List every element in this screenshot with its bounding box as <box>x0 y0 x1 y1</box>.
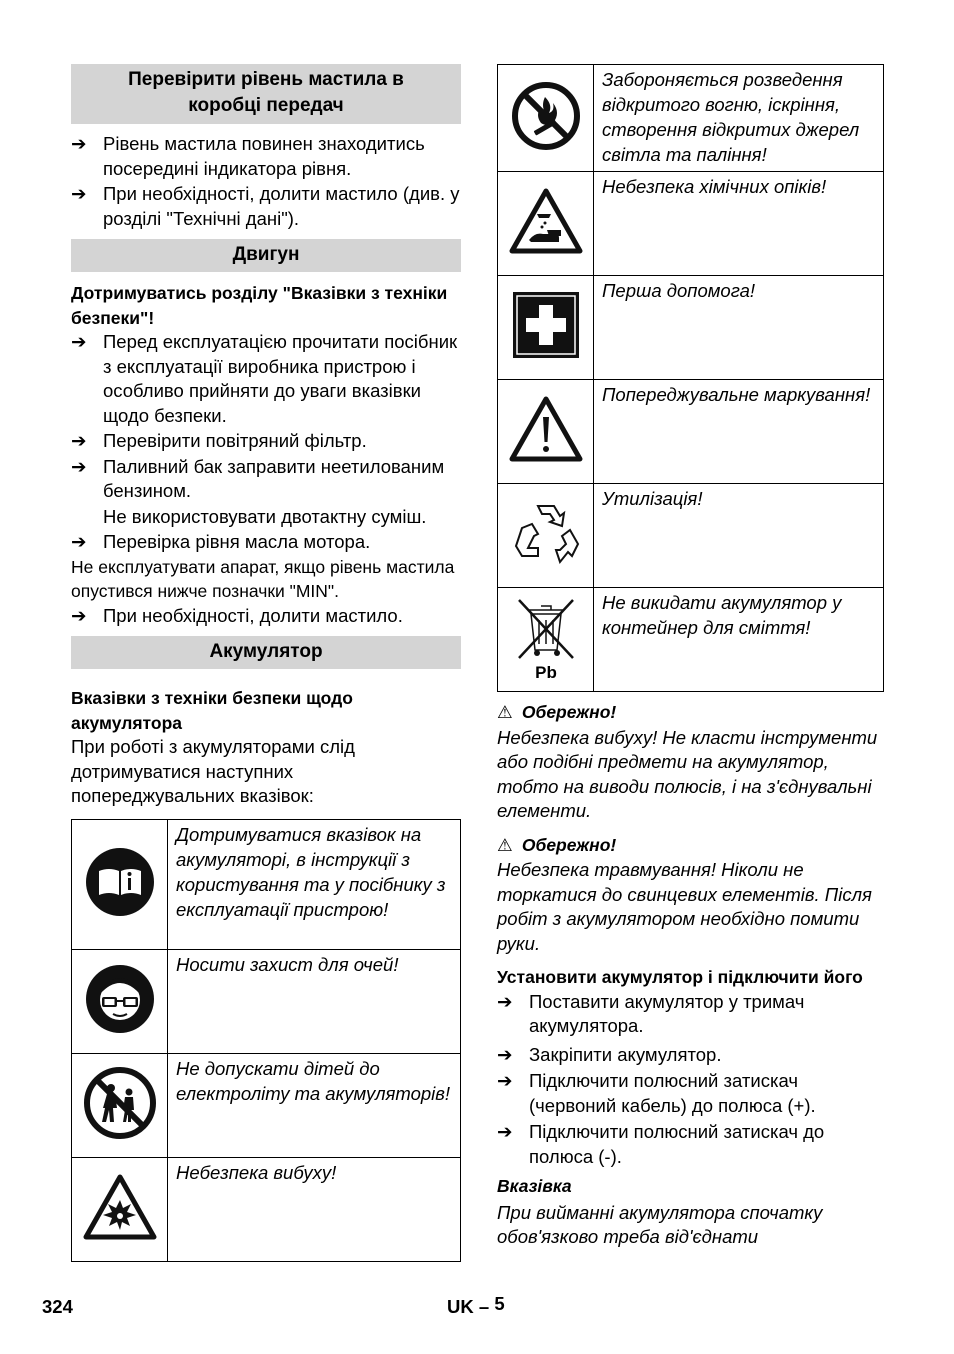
engine-oil-note: Не експлуатувати апарат, якщо рівень мастила опустився нижче позначки "MIN". <box>71 556 455 601</box>
arrow-icon: ➔ <box>497 1070 513 1091</box>
section-title-engine: Двигун <box>71 239 461 272</box>
pb-label: Pb <box>534 663 557 682</box>
battery-safety-intro: При роботі з акумуляторами слід дотримуватися наступних попереджувальних вказівок: <box>71 736 355 806</box>
explosion-hazard-icon <box>83 1174 157 1240</box>
arrow-icon: ➔ <box>71 331 87 352</box>
table-row <box>498 484 884 588</box>
keep-children-away-icon <box>83 1066 157 1140</box>
list-item: ➔ Підключити полюсний затискач (червоний кабель) до полюса (+). <box>497 1070 816 1116</box>
table-cell <box>72 1053 168 1157</box>
list-item: ➔ Закріпити акумулятор. <box>497 1043 884 1068</box>
table-row <box>72 1053 461 1157</box>
table-row <box>498 380 884 484</box>
list-item: ➔ При необхідності, долити мастило. <box>71 604 461 629</box>
table-cell <box>498 380 594 484</box>
no-trash-bin-icon <box>511 592 581 682</box>
arrow-icon: ➔ <box>71 604 87 626</box>
section-title-battery: Акумулятор <box>71 636 461 669</box>
right-column <box>497 64 884 1250</box>
arrow-icon: ➔ <box>497 990 513 1012</box>
arrow-icon: ➔ <box>71 455 87 477</box>
list-item: ➔ При необхідності, долити мастило (див. у розділі "Технічні дані"). <box>71 183 460 229</box>
engine-safety-heading: Дотримуватись розділу "Вказівки з техніки безпеки"! <box>71 283 448 328</box>
eye-protection-icon <box>85 964 155 1034</box>
table-cell: Не допускати дітей до електроліту та акумуляторів! <box>168 1053 461 1157</box>
table-cell: Перша допомога! <box>594 276 884 380</box>
list-item: ➔ Перед експлуатацією прочитати посібник з експлуатації виробника пристрою і особливо прийняти до уваги вказівки щодо безпеки. <box>71 331 458 426</box>
table-row <box>498 588 884 692</box>
table-cell: Небезпека хімічних опіків! <box>594 172 884 276</box>
section-title-gearbox-oil: Перевірити рівень мастила в коробці передач <box>71 64 461 124</box>
note-text: При вийманні акумулятора спочатку обов'язково треба від'єднати <box>497 1201 823 1247</box>
first-aid-icon <box>512 291 580 359</box>
note-label: Вказівка <box>497 1176 572 1196</box>
table-row <box>72 819 461 949</box>
warning-icon <box>508 395 584 463</box>
page-number: 324 <box>42 1296 73 1317</box>
warning-triangle-icon: ⚠ <box>497 702 513 722</box>
install-heading: Установити акумулятор і підключити його <box>497 967 863 987</box>
table-row <box>72 949 461 1053</box>
arrow-icon: ➔ <box>71 183 87 204</box>
footer-section-label: UK – 5 <box>447 1293 505 1317</box>
caution-text: Небезпека травмування! Ніколи не торкатися до свинцевих елементів. Після робіт з акумулятором необхідно помити руки. <box>497 859 872 954</box>
battery-symbols-table-right <box>497 64 884 692</box>
arrow-icon: ➔ <box>71 133 87 154</box>
list-item: ➔ Перевірка рівня масла мотора. <box>71 530 461 555</box>
left-column <box>71 64 461 1262</box>
caution-label: ⚠ Обережно! <box>497 833 884 858</box>
list-item: ➔ Підключити полюсний затискач до полюса (-). <box>497 1121 825 1167</box>
table-cell: Попереджувальне маркування! <box>594 380 884 484</box>
table-cell <box>498 588 594 692</box>
warning-triangle-icon: ⚠ <box>497 834 513 855</box>
list-item: ➔ Поставити акумулятор у тримач акумулятора. <box>497 990 805 1036</box>
table-row <box>72 1157 461 1261</box>
arrow-icon: ➔ <box>497 1121 513 1142</box>
table-cell: Носити захист для очей! <box>168 949 461 1053</box>
table-cell <box>498 65 594 172</box>
recycle-icon <box>508 498 584 568</box>
table-row <box>498 276 884 380</box>
list-item: ➔ Перевірити повітряний фільтр. <box>71 429 461 454</box>
table-cell <box>72 1157 168 1261</box>
caution-text: Небезпека вибуху! Не класти інструменти або подібні предмети на акумулятор, тобто на виводи полюсів, і на з'єднувальні елементи. <box>497 726 878 821</box>
table-cell: Забороняється розведення відкритого вогню, іскріння, створення відкритих джерел світла та паління! <box>594 65 884 172</box>
table-cell <box>498 484 594 588</box>
arrow-icon: ➔ <box>71 531 87 552</box>
table-row <box>498 65 884 172</box>
table-cell: Небезпека вибуху! <box>168 1157 461 1261</box>
table-row <box>498 172 884 276</box>
arrow-icon: ➔ <box>71 430 87 451</box>
table-cell <box>72 819 168 949</box>
table-cell: Не викидати акумулятор у контейнер для сміття! <box>594 588 884 692</box>
no-fire-icon <box>511 81 581 151</box>
manual-icon <box>85 847 155 917</box>
arrow-icon: ➔ <box>497 1043 513 1065</box>
table-cell <box>498 172 594 276</box>
table-cell <box>72 949 168 1053</box>
table-cell: Утилізація! <box>594 484 884 588</box>
list-item-note: Не використовувати двотактну суміш. <box>103 505 427 527</box>
battery-symbols-table-left <box>71 819 461 1262</box>
table-cell: Дотримуватися вказівок на акумуляторі, в інструкції з користування та у посібнику з експлуатації пристрою! <box>168 819 461 949</box>
corrosive-hazard-icon <box>509 188 583 254</box>
caution-label: ⚠ Обережно! <box>497 700 884 725</box>
list-item: ➔ Паливний бак заправити неетилованим бензином. <box>71 455 445 501</box>
list-item: ➔ Рівень мастила повинен знаходитись посередині індикатора рівня. <box>71 133 425 179</box>
battery-safety-heading: Вказівки з техніки безпеки щодо акумулятора <box>71 688 353 733</box>
table-cell <box>498 276 594 380</box>
